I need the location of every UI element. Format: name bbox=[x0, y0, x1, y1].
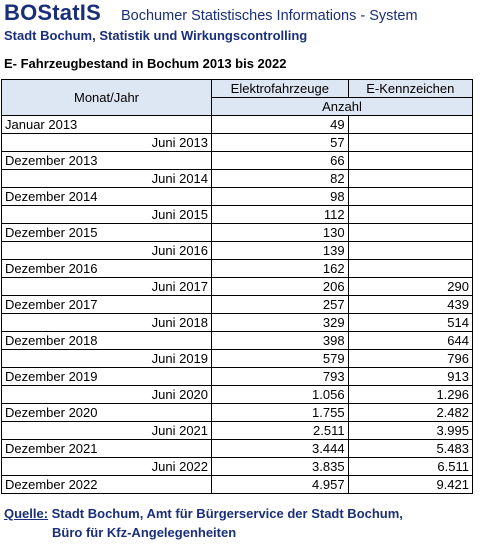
row-period: Juni 2021 bbox=[2, 422, 212, 440]
logo: BOStatIS bbox=[4, 0, 101, 25]
row-period: Juni 2020 bbox=[2, 386, 212, 404]
page-header bbox=[0, 0, 480, 54]
row-electric-vehicles: 3.835 bbox=[212, 458, 349, 476]
header-month: Monat/Jahr bbox=[2, 80, 212, 116]
row-period: Juni 2016 bbox=[2, 242, 212, 260]
table-body bbox=[2, 116, 473, 494]
system-name: Bochumer Statistisches Informations - System bbox=[121, 8, 418, 24]
table-row bbox=[2, 332, 473, 350]
source-line-2: Büro für Kfz-Angelegenheiten bbox=[52, 525, 237, 540]
table-row bbox=[2, 314, 473, 332]
row-e-plates bbox=[348, 134, 472, 152]
row-electric-vehicles: 329 bbox=[212, 314, 349, 332]
row-e-plates bbox=[348, 152, 472, 170]
row-e-plates: 290 bbox=[348, 278, 472, 296]
row-e-plates: 6.511 bbox=[348, 458, 472, 476]
row-period: Dezember 2017 bbox=[2, 296, 212, 314]
row-e-plates: 9.421 bbox=[348, 476, 472, 494]
row-electric-vehicles: 206 bbox=[212, 278, 349, 296]
row-e-plates: 1.296 bbox=[348, 386, 472, 404]
row-e-plates bbox=[348, 260, 472, 278]
source-note bbox=[4, 504, 403, 542]
table-row bbox=[2, 368, 473, 386]
table-row bbox=[2, 278, 473, 296]
row-electric-vehicles: 82 bbox=[212, 170, 349, 188]
row-electric-vehicles: 1.056 bbox=[212, 386, 349, 404]
row-e-plates bbox=[348, 116, 472, 134]
row-period: Dezember 2016 bbox=[2, 260, 212, 278]
row-electric-vehicles: 793 bbox=[212, 368, 349, 386]
row-e-plates bbox=[348, 170, 472, 188]
row-period: Dezember 2013 bbox=[2, 152, 212, 170]
row-e-plates bbox=[348, 206, 472, 224]
row-period: Juni 2013 bbox=[2, 134, 212, 152]
row-period: Dezember 2019 bbox=[2, 368, 212, 386]
row-e-plates: 3.995 bbox=[348, 422, 472, 440]
row-e-plates bbox=[348, 224, 472, 242]
table-row bbox=[2, 188, 473, 206]
row-e-plates: 2.482 bbox=[348, 404, 472, 422]
row-electric-vehicles: 98 bbox=[212, 188, 349, 206]
source-label: Quelle: bbox=[4, 506, 49, 521]
row-period: Dezember 2022 bbox=[2, 476, 212, 494]
row-e-plates: 913 bbox=[348, 368, 472, 386]
row-period: Dezember 2020 bbox=[2, 404, 212, 422]
row-electric-vehicles: 398 bbox=[212, 332, 349, 350]
table-row bbox=[2, 440, 473, 458]
row-electric-vehicles: 1.755 bbox=[212, 404, 349, 422]
row-electric-vehicles: 579 bbox=[212, 350, 349, 368]
table-row bbox=[2, 224, 473, 242]
row-electric-vehicles: 162 bbox=[212, 260, 349, 278]
row-period: Dezember 2014 bbox=[2, 188, 212, 206]
row-electric-vehicles: 139 bbox=[212, 242, 349, 260]
row-period: Juni 2018 bbox=[2, 314, 212, 332]
row-electric-vehicles: 112 bbox=[212, 206, 349, 224]
page-title: E- Fahrzeugbestand in Bochum 2013 bis 2022 bbox=[4, 56, 287, 71]
table-row bbox=[2, 458, 473, 476]
department-subtitle: Stadt Bochum, Statistik und Wirkungscontrolling bbox=[4, 28, 308, 43]
table-row bbox=[2, 134, 473, 152]
row-e-plates: 5.483 bbox=[348, 440, 472, 458]
row-period: Juni 2019 bbox=[2, 350, 212, 368]
row-e-plates bbox=[348, 242, 472, 260]
header-e-plates: E-Kennzeichen bbox=[348, 80, 472, 98]
header-unit: Anzahl bbox=[212, 98, 473, 116]
row-period: Dezember 2021 bbox=[2, 440, 212, 458]
row-e-plates: 796 bbox=[348, 350, 472, 368]
row-electric-vehicles: 130 bbox=[212, 224, 349, 242]
table-row bbox=[2, 152, 473, 170]
table-row bbox=[2, 206, 473, 224]
row-period: Dezember 2015 bbox=[2, 224, 212, 242]
row-period: Juni 2017 bbox=[2, 278, 212, 296]
table-row bbox=[2, 170, 473, 188]
row-period: Juni 2022 bbox=[2, 458, 212, 476]
row-electric-vehicles: 2.511 bbox=[212, 422, 349, 440]
row-e-plates: 439 bbox=[348, 296, 472, 314]
row-e-plates: 644 bbox=[348, 332, 472, 350]
row-e-plates bbox=[348, 188, 472, 206]
row-electric-vehicles: 3.444 bbox=[212, 440, 349, 458]
vehicle-table bbox=[1, 79, 473, 494]
row-period: Juni 2015 bbox=[2, 206, 212, 224]
table-row bbox=[2, 296, 473, 314]
source-line-1: Stadt Bochum, Amt für Bürgerservice der Stadt Bochum, bbox=[51, 506, 403, 521]
row-period: Januar 2013 bbox=[2, 116, 212, 134]
table-row bbox=[2, 116, 473, 134]
table-row bbox=[2, 404, 473, 422]
row-electric-vehicles: 4.957 bbox=[212, 476, 349, 494]
table-row bbox=[2, 476, 473, 494]
row-electric-vehicles: 66 bbox=[212, 152, 349, 170]
table-row bbox=[2, 386, 473, 404]
table-row bbox=[2, 260, 473, 278]
row-period: Dezember 2018 bbox=[2, 332, 212, 350]
table-row bbox=[2, 242, 473, 260]
table-row bbox=[2, 350, 473, 368]
row-electric-vehicles: 49 bbox=[212, 116, 349, 134]
row-electric-vehicles: 257 bbox=[212, 296, 349, 314]
table-row bbox=[2, 422, 473, 440]
header-electric-vehicles: Elektrofahrzeuge bbox=[212, 80, 349, 98]
row-e-plates: 514 bbox=[348, 314, 472, 332]
row-electric-vehicles: 57 bbox=[212, 134, 349, 152]
row-period: Juni 2014 bbox=[2, 170, 212, 188]
